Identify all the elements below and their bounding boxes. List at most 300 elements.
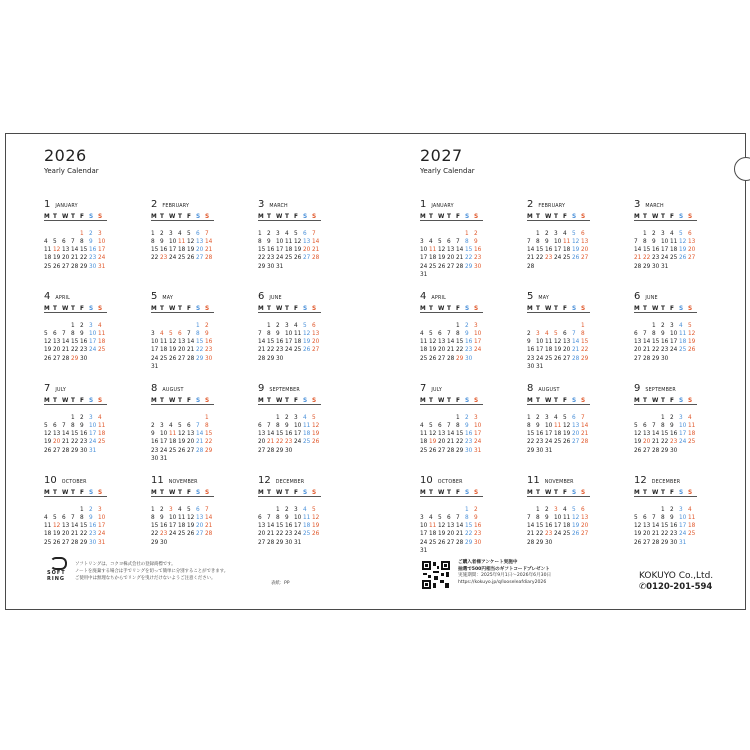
weekday-label: S — [196, 488, 201, 496]
day-cell: 17 — [554, 245, 562, 254]
day-cell: 11 — [420, 429, 428, 438]
day-cell: 19 — [44, 437, 52, 446]
month-name: FEBRUARY — [538, 204, 566, 209]
header-rule — [420, 312, 483, 313]
weekday-label: T — [285, 396, 289, 404]
weekday-label: W — [169, 304, 176, 312]
day-cell: 3 — [679, 412, 683, 421]
weekday-label: M — [258, 488, 264, 496]
weekday-label: S — [196, 304, 201, 312]
day-cell: 22 — [80, 529, 88, 538]
day-cell: 15 — [643, 245, 651, 254]
weekday-label: M — [634, 212, 640, 220]
day-cell: 26 — [312, 529, 320, 538]
day-cell: 13 — [53, 337, 61, 346]
weekday-label: T — [429, 212, 433, 220]
day-cell: 19 — [294, 245, 302, 254]
day-cell: 30 — [527, 362, 535, 371]
weekday-label: S — [474, 212, 479, 220]
ring-icon — [50, 557, 67, 570]
weekday-label: W — [438, 396, 445, 404]
day-cell: 5 — [429, 328, 433, 337]
month-header — [258, 383, 365, 396]
day-cell: 2 — [267, 228, 271, 237]
weekday-label: M — [420, 304, 426, 312]
day-cell: 13 — [258, 521, 266, 530]
day-cell: 12 — [178, 429, 186, 438]
day-cell: 30 — [536, 445, 544, 454]
day-cell: 30 — [160, 537, 168, 546]
day-cell: 28 — [527, 537, 535, 546]
empty-cell — [53, 505, 62, 513]
day-cell: 11 — [563, 512, 571, 521]
month-name: MARCH — [269, 204, 288, 209]
day-cell: 9 — [160, 512, 164, 521]
day-cell: 12 — [438, 521, 446, 530]
day-cell: 3 — [670, 320, 674, 329]
empty-cell — [53, 229, 62, 237]
weekday-label: S — [688, 212, 693, 220]
day-cell: 4 — [294, 320, 298, 329]
day-cell: 4 — [178, 228, 182, 237]
day-cell: 20 — [312, 337, 320, 346]
day-cell: 6 — [563, 328, 567, 337]
day-cell: 6 — [258, 420, 262, 429]
day-cell: 12 — [44, 429, 52, 438]
weekday-label: T — [643, 488, 647, 496]
day-cell: 22 — [527, 437, 535, 446]
day-cell: 9 — [474, 236, 478, 245]
day-cell: 28 — [71, 261, 79, 270]
day-cell: 9 — [652, 236, 656, 245]
weekday-label: T — [447, 212, 451, 220]
day-cell: 24 — [474, 345, 482, 354]
header-rule — [44, 496, 107, 497]
day-cell: 7 — [447, 328, 451, 337]
day-cell: 1 — [527, 412, 531, 421]
day-cell: 4 — [160, 328, 164, 337]
day-cell: 4 — [98, 320, 102, 329]
header-rule — [151, 404, 214, 405]
weekday-label: T — [285, 304, 289, 312]
month-header — [634, 383, 741, 396]
weekday-label: T — [53, 488, 57, 496]
day-cell: 11 — [160, 337, 168, 346]
day-cell: 10 — [169, 236, 177, 245]
day-cell: 25 — [160, 353, 168, 362]
day-cell: 27 — [438, 445, 446, 454]
day-cell: 22 — [536, 529, 544, 538]
day-cell: 28 — [643, 353, 651, 362]
survey-url[interactable]: https://kokuyo.jp/q/looseleafdiary2026 — [458, 579, 547, 585]
day-cell: 16 — [670, 521, 678, 530]
day-cell: 9 — [205, 328, 209, 337]
weekday-label: F — [80, 488, 84, 496]
day-cell: 5 — [312, 504, 316, 513]
empty-cell — [160, 413, 169, 421]
day-cell: 25 — [679, 345, 687, 354]
day-cell: 15 — [527, 429, 535, 438]
month-february — [151, 199, 258, 291]
empty-cell — [438, 229, 447, 237]
day-cell: 14 — [312, 236, 320, 245]
day-cell: 12 — [572, 236, 580, 245]
day-cell: 18 — [563, 521, 571, 530]
day-cell: 10 — [169, 512, 177, 521]
day-cell: 2 — [160, 504, 164, 513]
day-cell: 8 — [71, 328, 75, 337]
day-cell: 8 — [151, 236, 155, 245]
day-cell: 27 — [438, 353, 446, 362]
day-cell: 29 — [465, 261, 473, 270]
month-september — [634, 383, 741, 475]
month-name: DECEMBER — [275, 480, 305, 485]
month-december — [258, 475, 365, 567]
day-cell: 29 — [661, 445, 669, 454]
day-cell: 17 — [679, 429, 687, 438]
day-cell: 1 — [267, 320, 271, 329]
month-november — [527, 475, 634, 567]
day-cell: 25 — [688, 437, 696, 446]
day-cell: 15 — [205, 429, 213, 438]
day-cell: 25 — [178, 529, 186, 538]
header-rule — [420, 404, 483, 405]
day-cell: 16 — [89, 245, 97, 254]
header-rule — [258, 404, 321, 405]
day-cell: 19 — [429, 345, 437, 354]
month-name: OCTOBER — [61, 480, 87, 485]
weekday-label: T — [536, 396, 540, 404]
day-cell: 17 — [169, 245, 177, 254]
day-cell: 4 — [303, 504, 307, 513]
month-header — [420, 475, 527, 488]
day-cell: 18 — [429, 253, 437, 262]
day-cell: 25 — [303, 437, 311, 446]
empty-cell — [258, 413, 267, 421]
weekday-label: F — [294, 488, 298, 496]
day-cell: 26 — [563, 437, 571, 446]
day-cell: 30 — [285, 537, 293, 546]
survey-period: 実施期間：2025年9月1日〜2026年6月30日 — [458, 573, 552, 579]
weekday-label: F — [670, 304, 674, 312]
day-cell: 18 — [429, 529, 437, 538]
day-cell: 13 — [438, 429, 446, 438]
empty-cell — [438, 321, 447, 329]
month-header — [527, 291, 634, 304]
day-cell: 4 — [563, 504, 567, 513]
day-cell: 20 — [187, 437, 195, 446]
empty-cell — [62, 229, 71, 237]
empty-cell — [643, 321, 652, 329]
day-cell: 10 — [554, 512, 562, 521]
day-cell: 7 — [312, 228, 316, 237]
empty-cell — [634, 505, 643, 513]
day-cell: 3 — [169, 504, 173, 513]
day-cell: 14 — [196, 429, 204, 438]
day-cell: 21 — [581, 429, 589, 438]
day-cell: 27 — [634, 353, 642, 362]
header-rule — [258, 496, 321, 497]
day-cell: 21 — [205, 521, 213, 530]
day-cell: 17 — [160, 437, 168, 446]
month-name: SEPTEMBER — [645, 388, 676, 393]
empty-cell — [258, 505, 267, 513]
day-cell: 21 — [456, 253, 464, 262]
weekday-label: S — [196, 396, 201, 404]
day-cell: 24 — [151, 353, 159, 362]
month-header — [527, 199, 634, 212]
day-cell: 20 — [563, 345, 571, 354]
day-cell: 14 — [581, 420, 589, 429]
month-october — [44, 475, 151, 567]
day-cell: 17 — [285, 337, 293, 346]
day-cell: 31 — [98, 537, 106, 546]
weekday-label: S — [572, 304, 577, 312]
day-cell: 14 — [447, 429, 455, 438]
year-title: 2026 — [44, 146, 87, 165]
day-cell: 27 — [303, 253, 311, 262]
day-cell: 27 — [643, 537, 651, 546]
weekday-label: M — [44, 396, 50, 404]
day-cell: 13 — [572, 420, 580, 429]
day-cell: 29 — [258, 261, 266, 270]
day-cell: 19 — [572, 521, 580, 530]
day-cell: 22 — [258, 253, 266, 262]
month-header — [151, 291, 258, 304]
day-cell: 29 — [276, 537, 284, 546]
day-cell: 5 — [53, 236, 57, 245]
month-name: JUNE — [269, 296, 282, 301]
day-cell: 7 — [205, 504, 209, 513]
day-cell: 14 — [652, 521, 660, 530]
day-cell: 19 — [169, 345, 177, 354]
day-cell: 6 — [438, 420, 442, 429]
month-header — [634, 291, 741, 304]
weekday-label: F — [187, 488, 191, 496]
day-cell: 6 — [62, 512, 66, 521]
day-cell: 16 — [465, 337, 473, 346]
day-cell: 9 — [527, 337, 531, 346]
day-cell: 28 — [634, 261, 642, 270]
header-rule — [258, 312, 321, 313]
empty-cell — [420, 505, 429, 513]
weekday-label: S — [679, 488, 684, 496]
header-rule — [44, 312, 107, 313]
day-cell: 10 — [98, 236, 106, 245]
day-cell: 5 — [572, 504, 576, 513]
day-cell: 29 — [643, 261, 651, 270]
day-cell: 6 — [447, 236, 451, 245]
day-cell: 22 — [536, 253, 544, 262]
day-cell: 9 — [670, 512, 674, 521]
day-cell: 30 — [474, 261, 482, 270]
day-cell: 8 — [536, 512, 540, 521]
qr-code[interactable] — [422, 561, 450, 589]
day-cell: 20 — [196, 521, 204, 530]
day-cell: 28 — [447, 353, 455, 362]
day-cell: 5 — [634, 512, 638, 521]
day-cell: 16 — [80, 429, 88, 438]
month-july — [420, 383, 527, 475]
day-cell: 4 — [285, 228, 289, 237]
empty-cell — [643, 413, 652, 421]
day-cell: 19 — [178, 437, 186, 446]
day-cell: 25 — [420, 445, 428, 454]
day-cell: 23 — [474, 529, 482, 538]
day-cell: 11 — [303, 420, 311, 429]
day-cell: 3 — [169, 228, 173, 237]
day-cell: 4 — [429, 512, 433, 521]
day-cell: 10 — [554, 236, 562, 245]
day-cell: 10 — [98, 512, 106, 521]
weekday-label: M — [420, 488, 426, 496]
day-cell: 30 — [661, 353, 669, 362]
day-cell: 14 — [71, 245, 79, 254]
weekday-label: W — [545, 488, 552, 496]
weekday-label: S — [572, 396, 577, 404]
weekday-label: W — [652, 396, 659, 404]
day-cell: 4 — [545, 328, 549, 337]
empty-cell — [187, 413, 196, 421]
day-cell: 2 — [285, 504, 289, 513]
day-cell: 30 — [465, 353, 473, 362]
day-cell: 9 — [160, 236, 164, 245]
empty-cell — [267, 413, 276, 421]
day-cell: 31 — [160, 454, 168, 463]
month-may — [527, 291, 634, 383]
day-cell: 22 — [151, 529, 159, 538]
day-cell: 27 — [196, 529, 204, 538]
day-cell: 29 — [536, 537, 544, 546]
day-cell: 18 — [303, 429, 311, 438]
day-cell: 24 — [545, 437, 553, 446]
day-cell: 23 — [151, 445, 159, 454]
day-cell: 7 — [71, 236, 75, 245]
day-cell: 8 — [661, 420, 665, 429]
header-rule — [527, 220, 590, 221]
day-cell: 24 — [294, 529, 302, 538]
header-rule — [420, 220, 483, 221]
day-grid — [44, 488, 151, 546]
months-grid — [420, 199, 741, 567]
day-cell: 13 — [187, 429, 195, 438]
day-cell: 24 — [89, 345, 97, 354]
day-cell: 21 — [267, 529, 275, 538]
day-cell: 3 — [160, 420, 164, 429]
day-cell: 22 — [465, 529, 473, 538]
day-cell: 31 — [679, 537, 687, 546]
day-cell: 12 — [438, 245, 446, 254]
day-cell: 28 — [267, 537, 275, 546]
day-cell: 23 — [80, 345, 88, 354]
day-cell: 20 — [688, 245, 696, 254]
weekday-label: T — [71, 212, 75, 220]
day-cell: 26 — [178, 445, 186, 454]
weekday-label: F — [563, 212, 567, 220]
day-grid — [420, 304, 527, 362]
weekday-label: W — [276, 304, 283, 312]
day-cell: 17 — [679, 521, 687, 530]
month-name: NOVEMBER — [168, 480, 198, 485]
day-cell: 16 — [465, 429, 473, 438]
empty-cell — [429, 505, 438, 513]
day-cell: 7 — [572, 328, 576, 337]
day-cell: 1 — [80, 504, 84, 513]
day-cell: 3 — [89, 320, 93, 329]
month-header — [634, 199, 741, 212]
month-november — [151, 475, 258, 567]
day-cell: 8 — [276, 512, 280, 521]
day-cell: 4 — [429, 236, 433, 245]
day-cell: 5 — [294, 228, 298, 237]
weekday-label: S — [465, 212, 470, 220]
weekday-label: F — [187, 396, 191, 404]
day-cell: 5 — [53, 512, 57, 521]
weekday-label: S — [688, 304, 693, 312]
day-cell: 11 — [679, 328, 687, 337]
day-cell: 26 — [53, 537, 61, 546]
day-cell: 25 — [303, 529, 311, 538]
weekday-label: F — [456, 488, 460, 496]
empty-cell — [447, 321, 456, 329]
weekday-label: F — [563, 304, 567, 312]
day-cell: 24 — [169, 253, 177, 262]
day-cell: 14 — [456, 245, 464, 254]
weekday-label: T — [53, 396, 57, 404]
day-cell: 24 — [294, 437, 302, 446]
day-cell: 9 — [151, 429, 155, 438]
day-cell: 5 — [44, 420, 48, 429]
weekday-label: M — [151, 488, 157, 496]
header-rule — [151, 496, 214, 497]
day-cell: 23 — [652, 253, 660, 262]
day-cell: 7 — [187, 328, 191, 337]
day-cell: 20 — [643, 437, 651, 446]
day-cell: 28 — [267, 445, 275, 454]
day-cell: 7 — [196, 420, 200, 429]
day-cell: 5 — [634, 420, 638, 429]
month-june — [258, 291, 365, 383]
day-cell: 24 — [89, 437, 97, 446]
day-cell: 9 — [661, 328, 665, 337]
day-cell: 14 — [527, 245, 535, 254]
weekday-label: W — [438, 212, 445, 220]
empty-cell — [527, 505, 536, 513]
empty-cell — [62, 413, 71, 421]
day-cell: 28 — [447, 445, 455, 454]
day-cell: 18 — [563, 245, 571, 254]
day-cell: 26 — [187, 529, 195, 538]
day-cell: 1 — [71, 412, 75, 421]
day-cell: 11 — [303, 512, 311, 521]
day-cell: 25 — [285, 253, 293, 262]
day-cell: 17 — [294, 521, 302, 530]
day-cell: 20 — [258, 437, 266, 446]
day-cell: 17 — [169, 521, 177, 530]
header-rule — [634, 312, 697, 313]
day-grid — [258, 212, 365, 270]
day-cell: 28 — [581, 437, 589, 446]
day-cell: 26 — [294, 253, 302, 262]
weekday-label: T — [643, 212, 647, 220]
day-cell: 5 — [169, 328, 173, 337]
month-name: FEBRUARY — [162, 204, 190, 209]
day-cell: 28 — [527, 261, 535, 270]
day-cell: 16 — [205, 337, 213, 346]
day-cell: 6 — [196, 504, 200, 513]
day-cell: 5 — [187, 504, 191, 513]
weekday-label: F — [456, 304, 460, 312]
